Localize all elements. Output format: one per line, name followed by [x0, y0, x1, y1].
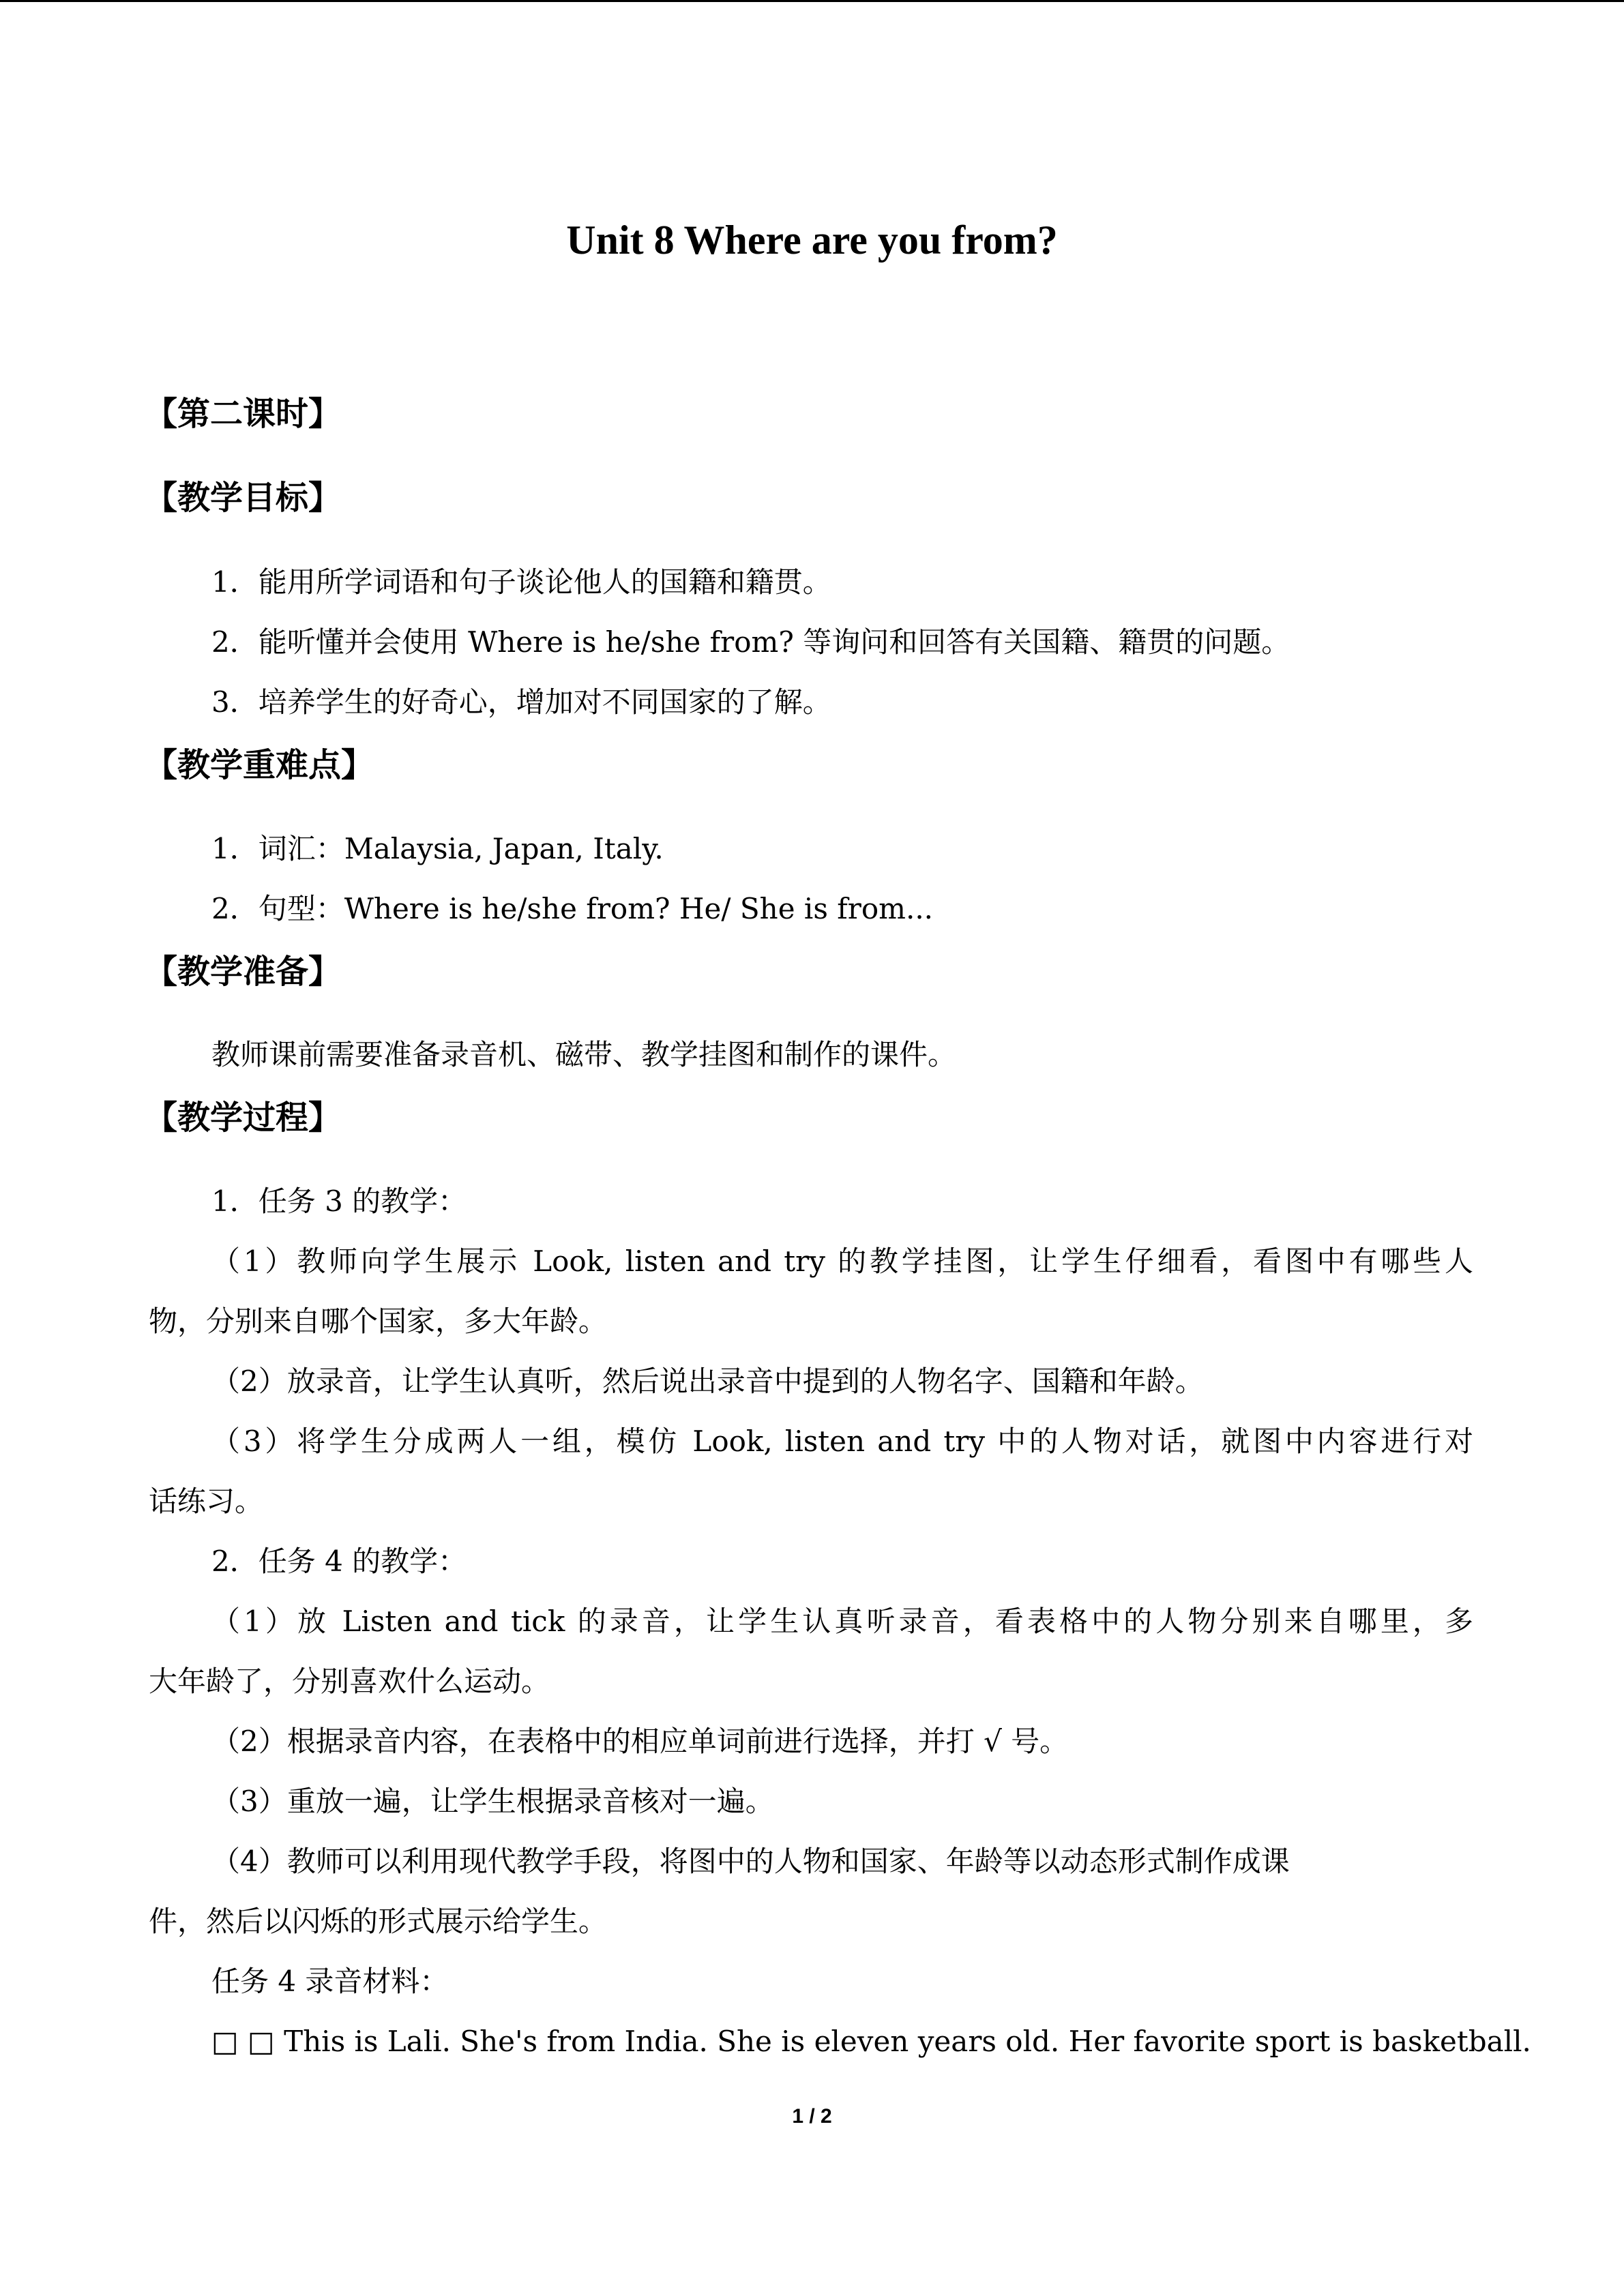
task4-step4-line1: （4）教师可以利用现代教学手段，将图中的人物和国家、年龄等以动态形式制作成课 — [211, 1845, 1290, 1878]
task3-step1-line1: （1）教师向学生展示 Look, listen and try 的教学挂图，让学生仔细看，看图中有哪些人 — [211, 1244, 1473, 1278]
objective-item-1: 1．能用所学词语和句子谈论他人的国籍和籍贯。 — [211, 565, 831, 599]
material-line-1: □ □ This is Lali. She's from India. She is eleven years old. Her favorite sport is basketball. — [211, 2025, 1531, 2058]
task3-step1-line2: 物，分别来自哪个国家，多大年龄。 — [149, 1304, 608, 1338]
key-point-item-1: 1．词汇：Malaysia, Japan, Italy. — [211, 832, 664, 865]
heading-preparation: 【教学准备】 — [145, 953, 342, 991]
heading-lesson: 【第二课时】 — [145, 395, 342, 433]
heading-process: 【教学过程】 — [145, 1099, 342, 1137]
material-title: 任务 4 录音材料： — [211, 1965, 449, 1998]
heading-key-points: 【教学重难点】 — [145, 746, 374, 784]
task3-title: 1．任务 3 的教学： — [211, 1184, 467, 1218]
task4-step1-line1: （1）放 Listen and tick 的录音，让学生认真听录音，看表格中的人物分别来自哪里，多 — [211, 1605, 1473, 1638]
task4-step3: （3）重放一遍，让学生根据录音核对一遍。 — [211, 1785, 774, 1818]
objective-item-2: 2．能听懂并会使用 Where is he/she from? 等询问和回答有关国籍、籍贯的问题。 — [211, 625, 1290, 659]
objective-item-3: 3．培养学生的好奇心，增加对不同国家的了解。 — [211, 685, 831, 719]
task4-title: 2．任务 4 的教学： — [211, 1545, 467, 1578]
task3-step3-line2: 话练习。 — [149, 1485, 264, 1518]
document-title: Unit 8 Where are you from? — [566, 218, 1058, 263]
task4-step1-line2: 大年龄了，分别喜欢什么运动。 — [149, 1665, 550, 1698]
preparation-text: 教师课前需要准备录音机、磁带、教学挂图和制作的课件。 — [211, 1038, 957, 1071]
task4-step4-line2: 件，然后以闪烁的形式展示给学生。 — [149, 1905, 608, 1938]
heading-objectives: 【教学目标】 — [145, 479, 342, 517]
task3-step2: （2）放录音，让学生认真听，然后说出录音中提到的人物名字、国籍和年龄。 — [211, 1365, 1204, 1398]
key-point-item-2: 2．句型：Where is he/she from? He/ She is from... — [211, 892, 934, 925]
page-top-border — [0, 0, 1624, 2]
page-number: 1 / 2 — [792, 2105, 832, 2128]
task3-step3-line1: （3）将学生分成两人一组，模仿 Look, listen and try 中的人物对话，就图中内容进行对 — [211, 1425, 1473, 1458]
task4-step2: （2）根据录音内容，在表格中的相应单词前进行选择，并打 √ 号。 — [211, 1725, 1069, 1758]
